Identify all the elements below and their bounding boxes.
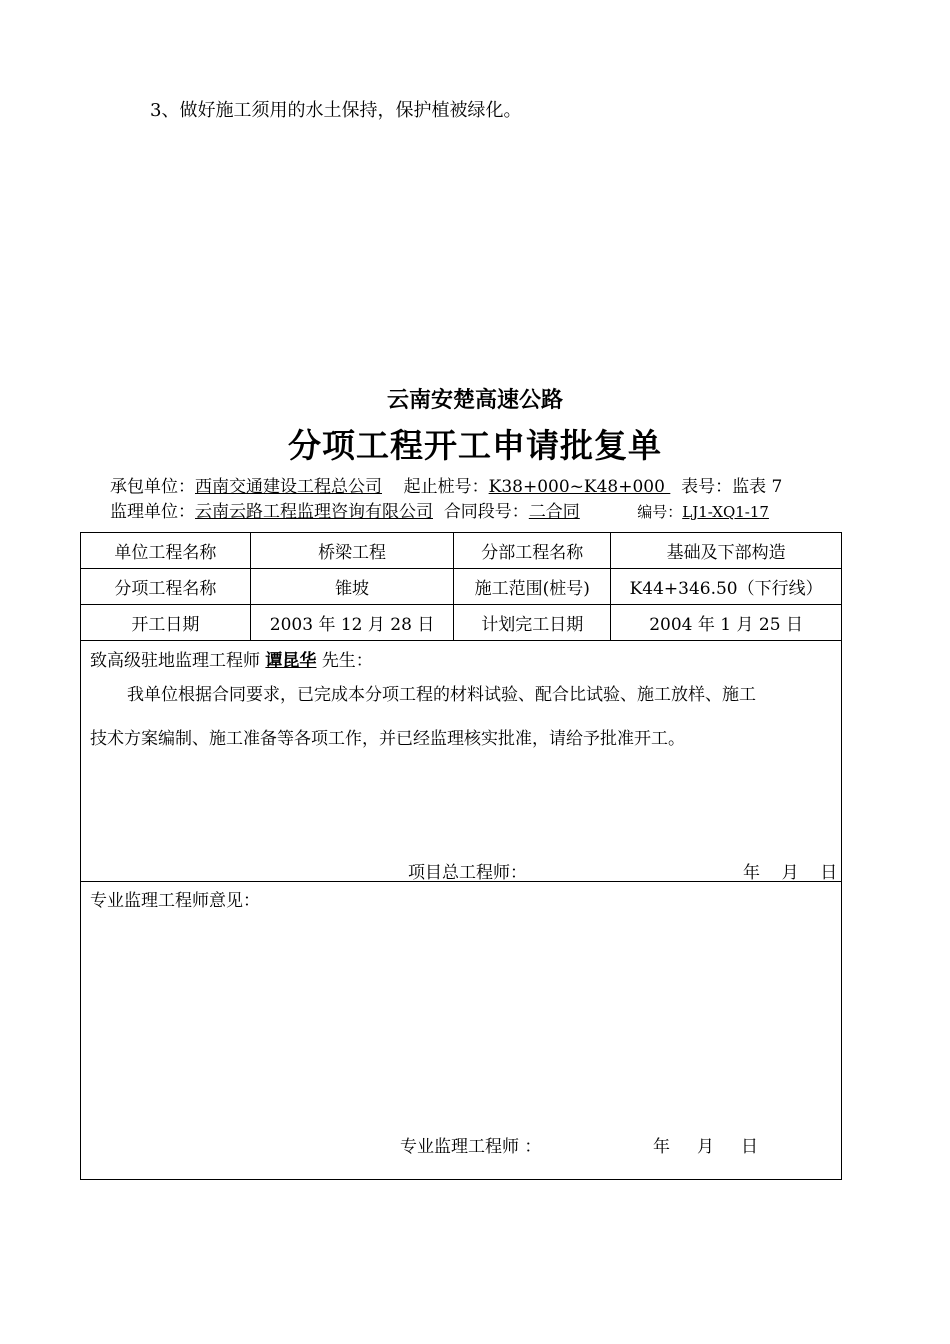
table-cell: 施工范围(桩号): [454, 569, 611, 605]
request-date: 年 月 日: [743, 863, 838, 883]
table-row: [81, 533, 842, 569]
table-cell: 计划完工日期: [454, 605, 611, 641]
info-row-contractor: [110, 472, 782, 497]
project-info-table: [80, 532, 842, 641]
opinion-signer: 专业监理工程师 ：: [400, 1137, 542, 1157]
table-cell: K44+346.50（下行线）: [611, 569, 842, 605]
table-row: [81, 569, 842, 605]
supervisor-label: 监理单位：: [110, 502, 195, 522]
contract-label: 合同段号：: [443, 502, 529, 522]
info-row-supervisor: [110, 497, 769, 522]
request-body-line1: 我单位根据合同要求，已完成本分项工程的材料试验、配合比试验、施工放样、施工: [127, 685, 756, 705]
contractor-label: 承包单位：: [110, 477, 195, 497]
serial-label: 编号：: [637, 503, 683, 521]
opinion-label: 专业监理工程师意见：: [90, 891, 260, 911]
request-to-prefix: 致高级驻地监理工程师: [90, 651, 260, 671]
station-value: K38+000~K48+000: [488, 477, 671, 497]
table-cell: 锥坡: [250, 569, 454, 605]
request-body-line2: 技术方案编制、施工准备等各项工作，并已经监理核实批准，请给予批准开工。: [90, 729, 685, 749]
contract-value: 二合同: [528, 502, 580, 522]
serial-value: LJ1-XQ1-17: [682, 503, 769, 521]
document-subtitle: 云南安楚高速公路: [386, 387, 563, 413]
table-cell: 开工日期: [81, 605, 251, 641]
form-label: 表号：: [681, 477, 733, 497]
table-cell: 桥梁工程: [250, 533, 454, 569]
table-row: [81, 605, 842, 641]
note-text: 3、做好施工须用的水土保持，保护植被绿化。: [150, 100, 522, 121]
station-label: 起止桩号：: [403, 477, 489, 497]
request-addressee: [90, 646, 373, 671]
document-title: 分项工程开工申请批复单: [288, 426, 662, 465]
table-cell: 基础及下部构造: [611, 533, 842, 569]
table-cell: 2003 年 12 月 28 日: [250, 605, 454, 641]
contractor-value: 西南交通建设工程总公司: [195, 477, 382, 497]
table-cell: 分项工程名称: [81, 569, 251, 605]
supervisor-value: 云南云路工程监理咨询有限公司: [195, 502, 433, 522]
request-to-suffix: 先生：: [321, 651, 373, 671]
opinion-date: 年 月 日: [653, 1137, 759, 1157]
table-cell: 2004 年 1 月 25 日: [611, 605, 842, 641]
opinion-section: [80, 881, 842, 1180]
table-cell: 单位工程名称: [81, 533, 251, 569]
table-cell: 分部工程名称: [454, 533, 611, 569]
engineer-name: 谭昆华: [265, 651, 317, 671]
form-value: 监表 7: [732, 477, 783, 497]
request-section: [80, 640, 842, 882]
request-signer: 项目总工程师：: [408, 863, 527, 883]
